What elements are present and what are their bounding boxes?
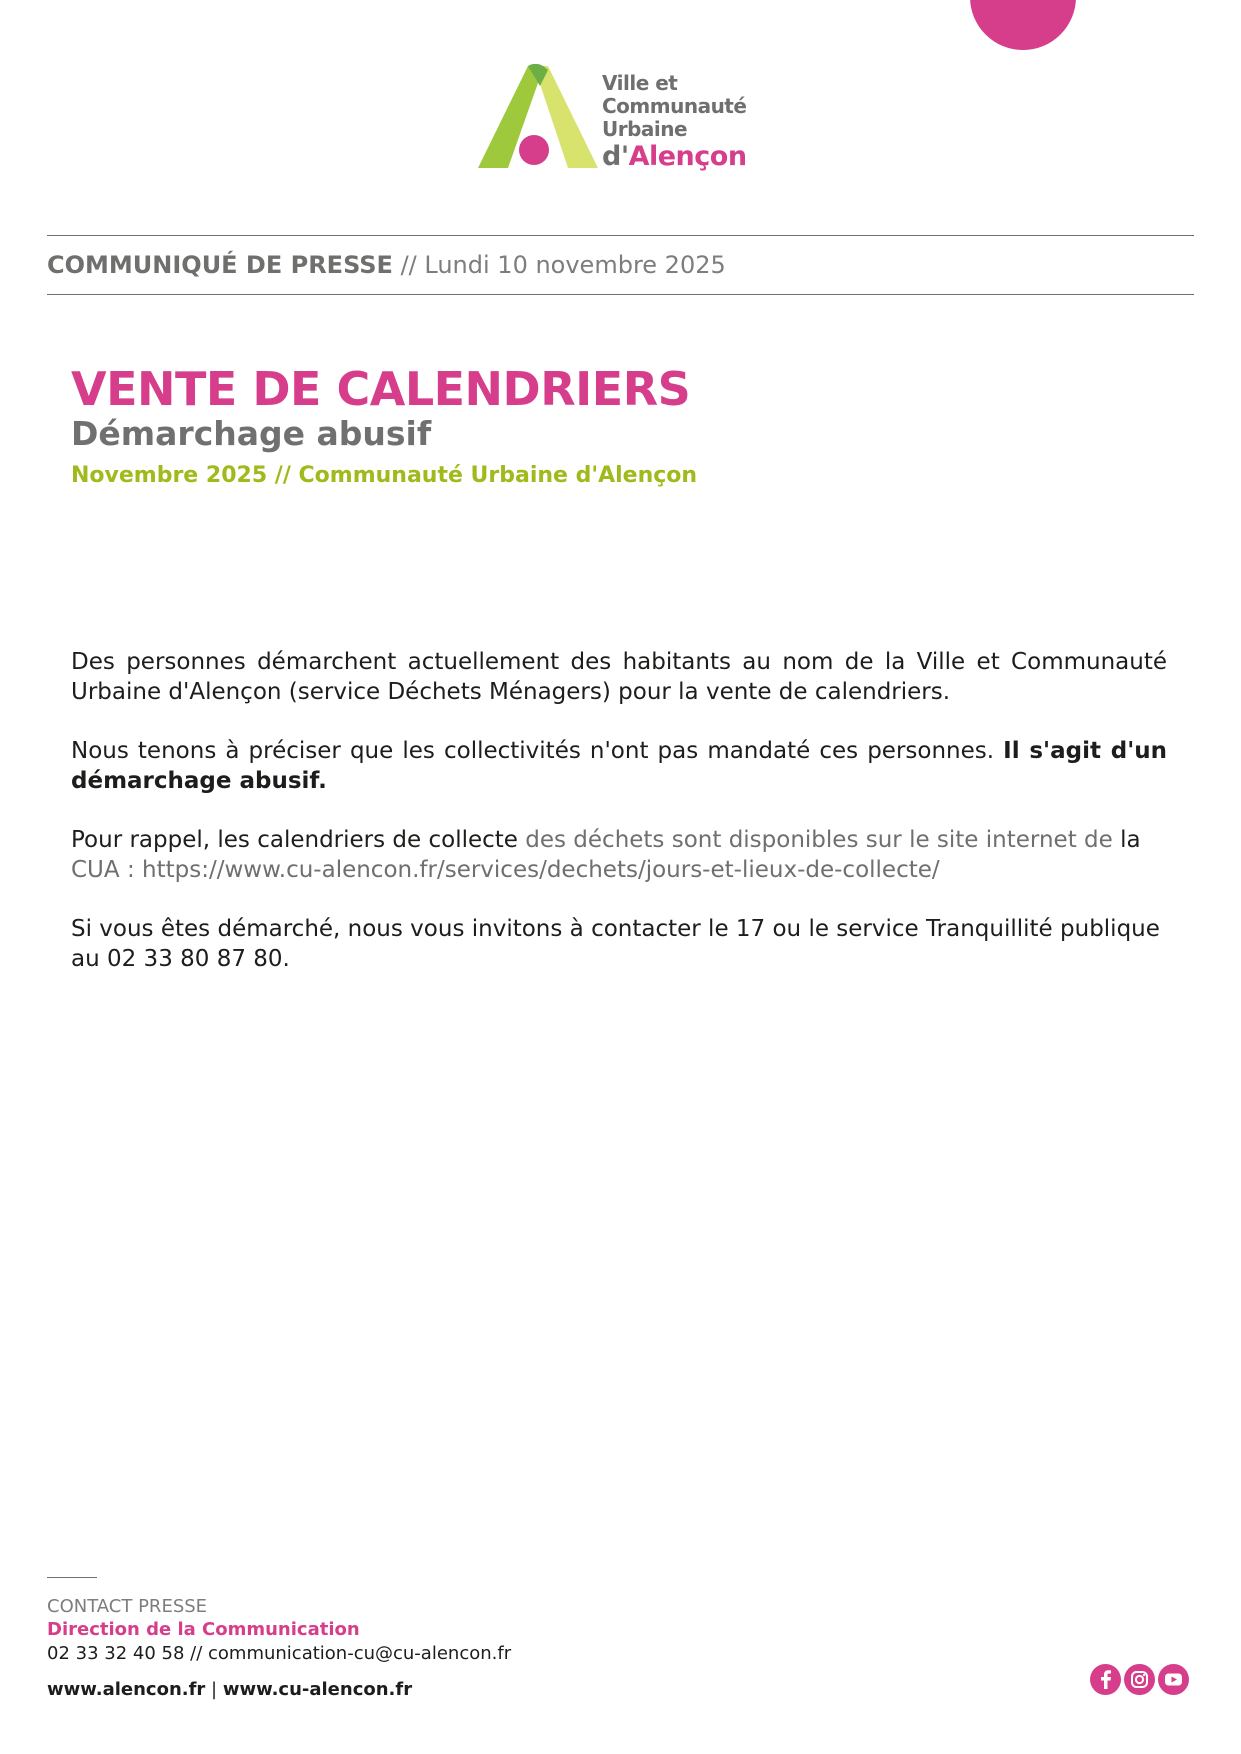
corner-decoration <box>970 0 1076 50</box>
page-title: VENTE DE CALENDRIERS <box>71 362 691 416</box>
paragraph-3-c: ont disponibles sur le site internet de <box>683 827 1121 853</box>
paragraph-4: Si vous êtes démarché, nous vous invitons à contacter le 17 ou le service Tranquillité publique au 02 33 80 87 80. <box>71 916 1160 972</box>
page-subtitle: Démarchage abusif <box>71 414 432 453</box>
logo-prefix: d' <box>602 141 629 172</box>
dateline: Novembre 2025 // Communauté Urbaine d'Alençon <box>71 463 698 488</box>
contact-separator: // <box>184 1643 208 1664</box>
paragraph-3-d: la <box>1120 827 1141 853</box>
paragraph-3-b: des déchets s <box>525 827 684 853</box>
site-separator: | <box>205 1679 223 1700</box>
youtube-icon[interactable] <box>1158 1664 1189 1695</box>
websites <box>47 1679 412 1700</box>
logo-mark-icon <box>478 64 598 168</box>
paragraph-2-bold: Il s'agit d'un démarchage abusif. <box>71 738 1167 794</box>
contact-phone[interactable]: 02 33 32 40 58 <box>47 1643 185 1664</box>
logo-line-2: Communauté <box>602 94 747 118</box>
press-separator: // <box>392 251 425 279</box>
logo-line-1: Ville et <box>602 71 678 95</box>
site-cu-alencon[interactable]: www.cu-alencon.fr <box>222 1679 413 1700</box>
logo-city: Alençon <box>628 141 747 172</box>
facebook-icon[interactable] <box>1090 1664 1121 1695</box>
contact-direction: Direction de la Communication <box>47 1619 360 1640</box>
site-alencon[interactable]: www.alencon.fr <box>47 1679 206 1700</box>
logo <box>478 64 778 176</box>
logo-line-4 <box>602 141 747 173</box>
paragraph-2 <box>71 736 1167 796</box>
paragraph-2-text: Nous tenons à préciser que les collectivités n'ont pas mandaté ces personnes. <box>71 738 1004 764</box>
press-label: COMMUNIQUÉ DE PRESSE <box>47 251 393 279</box>
logo-wordmark <box>602 72 747 173</box>
contact-line <box>47 1643 511 1664</box>
contact-title: CONTACT PRESSE <box>47 1596 208 1617</box>
press-header <box>47 251 726 279</box>
paragraph-3 <box>71 825 1167 885</box>
header-rule-bottom <box>47 294 1194 295</box>
logo-line-3: Urbaine <box>602 117 688 141</box>
collection-link[interactable]: CUA : https://www.cu-alencon.fr/services/dechets/jours-et-lieux-de-collecte/ <box>71 857 940 883</box>
press-date: Lundi 10 novembre 2025 <box>424 251 726 279</box>
instagram-icon[interactable] <box>1124 1664 1155 1695</box>
contact-email[interactable]: communication-cu@cu-alencon.fr <box>208 1643 512 1664</box>
paragraph-3-a: Pour rappel, les calendriers de collecte <box>71 827 526 853</box>
header-rule-top <box>47 235 1194 236</box>
footer-rule <box>47 1577 97 1578</box>
paragraph-1: Des personnes démarchent actuellement des habitants au nom de la Ville et Communauté Urbaine d'Alençon (service Déchets Ménagers) pour la vente de calendriers. <box>71 649 1167 705</box>
